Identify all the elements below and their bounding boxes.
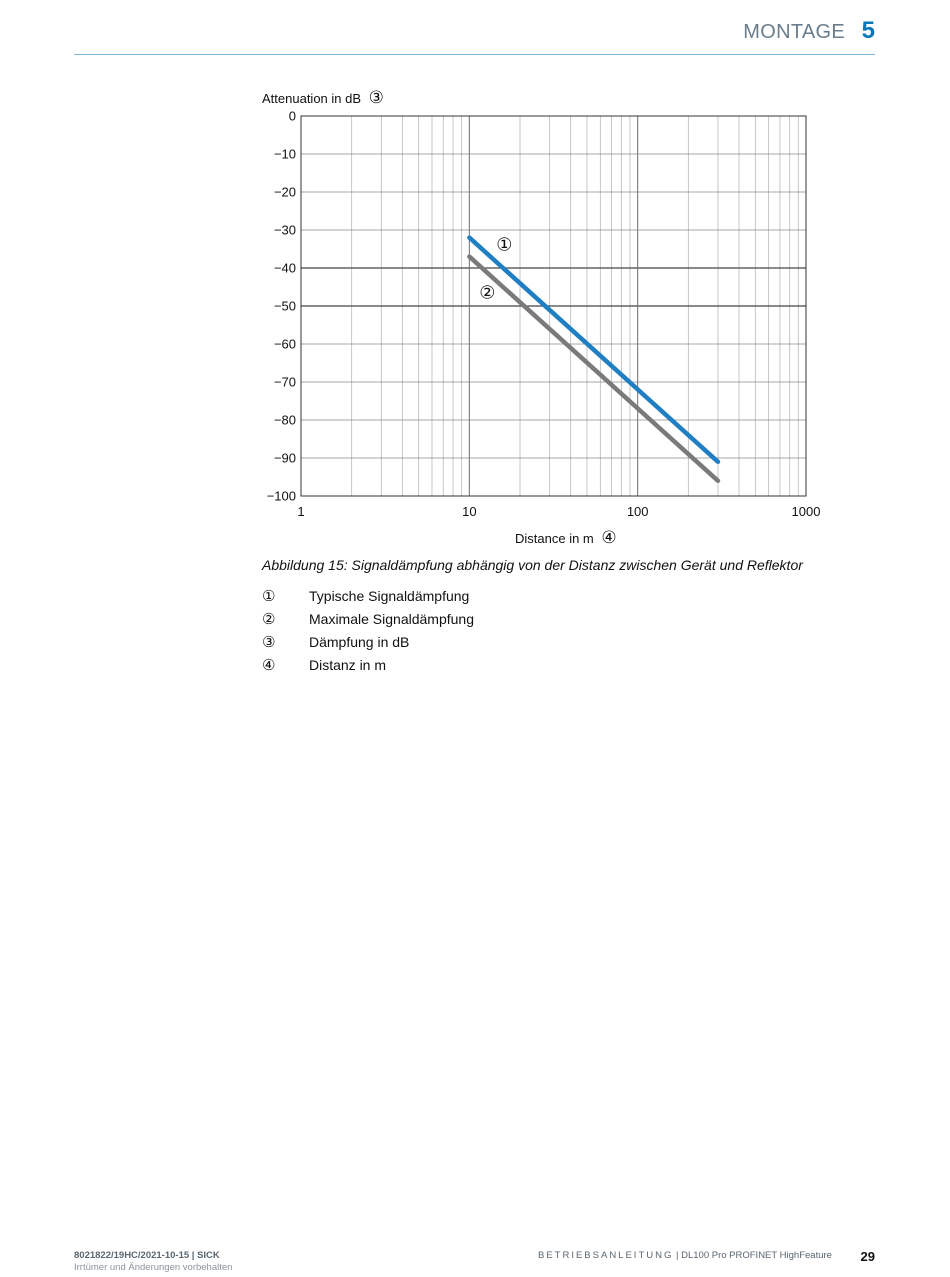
legend-text: Distanz in m — [309, 656, 387, 673]
footer-product-name: | DL100 Pro PROFINET HighFeature — [673, 1250, 832, 1261]
x-tick-label: 10 — [462, 504, 477, 519]
y-tick-label: −30 — [273, 222, 296, 238]
y-tick-label: −60 — [273, 336, 296, 352]
legend-item — [262, 607, 474, 630]
y-axis-marker: ③ — [368, 88, 384, 108]
series-marker-label: ① — [496, 234, 513, 256]
footer-doc-id: 8021822/19HC/2021-10-15 | SICK — [74, 1250, 220, 1261]
page-header — [74, 12, 875, 55]
footer-product — [538, 1250, 832, 1261]
x-tick-label: 100 — [626, 504, 649, 519]
footer-left — [74, 1250, 232, 1274]
y-tick-label: −70 — [273, 374, 296, 390]
legend-item — [262, 584, 474, 607]
chart-series — [469, 235, 718, 481]
footer-disclaimer: Irrtümer und Änderungen vorbehalten — [74, 1262, 233, 1273]
y-tick-label: −100 — [266, 488, 296, 504]
legend-item — [262, 653, 474, 676]
page-number: 29 — [860, 1249, 875, 1264]
y-tick-label: −40 — [273, 260, 296, 276]
x-axis-marker: ④ — [601, 528, 617, 548]
y-tick-label: −90 — [273, 450, 296, 466]
chart-grid — [301, 116, 806, 496]
x-axis-label: Distance in m ④ — [515, 528, 617, 548]
chart-labels — [262, 88, 820, 548]
legend-marker: ③ — [262, 632, 276, 651]
y-tick-label: −50 — [273, 298, 296, 314]
legend-marker: ② — [262, 609, 276, 628]
section-title: MONTAGE — [743, 21, 845, 43]
attenuation-chart — [252, 84, 842, 554]
series-marker-label: ② — [479, 282, 496, 304]
legend-text: Dämpfung in dB — [309, 633, 410, 650]
legend-text: Maximale Signaldämpfung — [309, 610, 474, 627]
legend-marker: ① — [262, 586, 276, 605]
series-line — [469, 257, 718, 481]
series-line — [469, 238, 718, 462]
y-tick-label: −20 — [273, 184, 296, 200]
legend-text: Typische Signaldämpfung — [309, 587, 470, 604]
y-axis-label: Attenuation in dB ③ — [262, 88, 384, 108]
figure-legend — [262, 584, 474, 676]
x-tick-label: 1000 — [791, 504, 821, 519]
legend-marker: ④ — [262, 655, 276, 674]
x-tick-label: 1 — [297, 504, 305, 519]
y-tick-label: −10 — [273, 146, 296, 162]
y-tick-label: 0 — [288, 108, 296, 124]
y-tick-label: −80 — [273, 412, 296, 428]
footer-doc-kind: BETRIEBSANLEITUNG — [538, 1250, 674, 1261]
figure-caption: Abbildung 15: Signaldämpfung abhängig von der Distanz zwischen Gerät und Reflektor — [262, 557, 803, 573]
legend-item — [262, 630, 474, 653]
section-number: 5 — [861, 17, 875, 44]
